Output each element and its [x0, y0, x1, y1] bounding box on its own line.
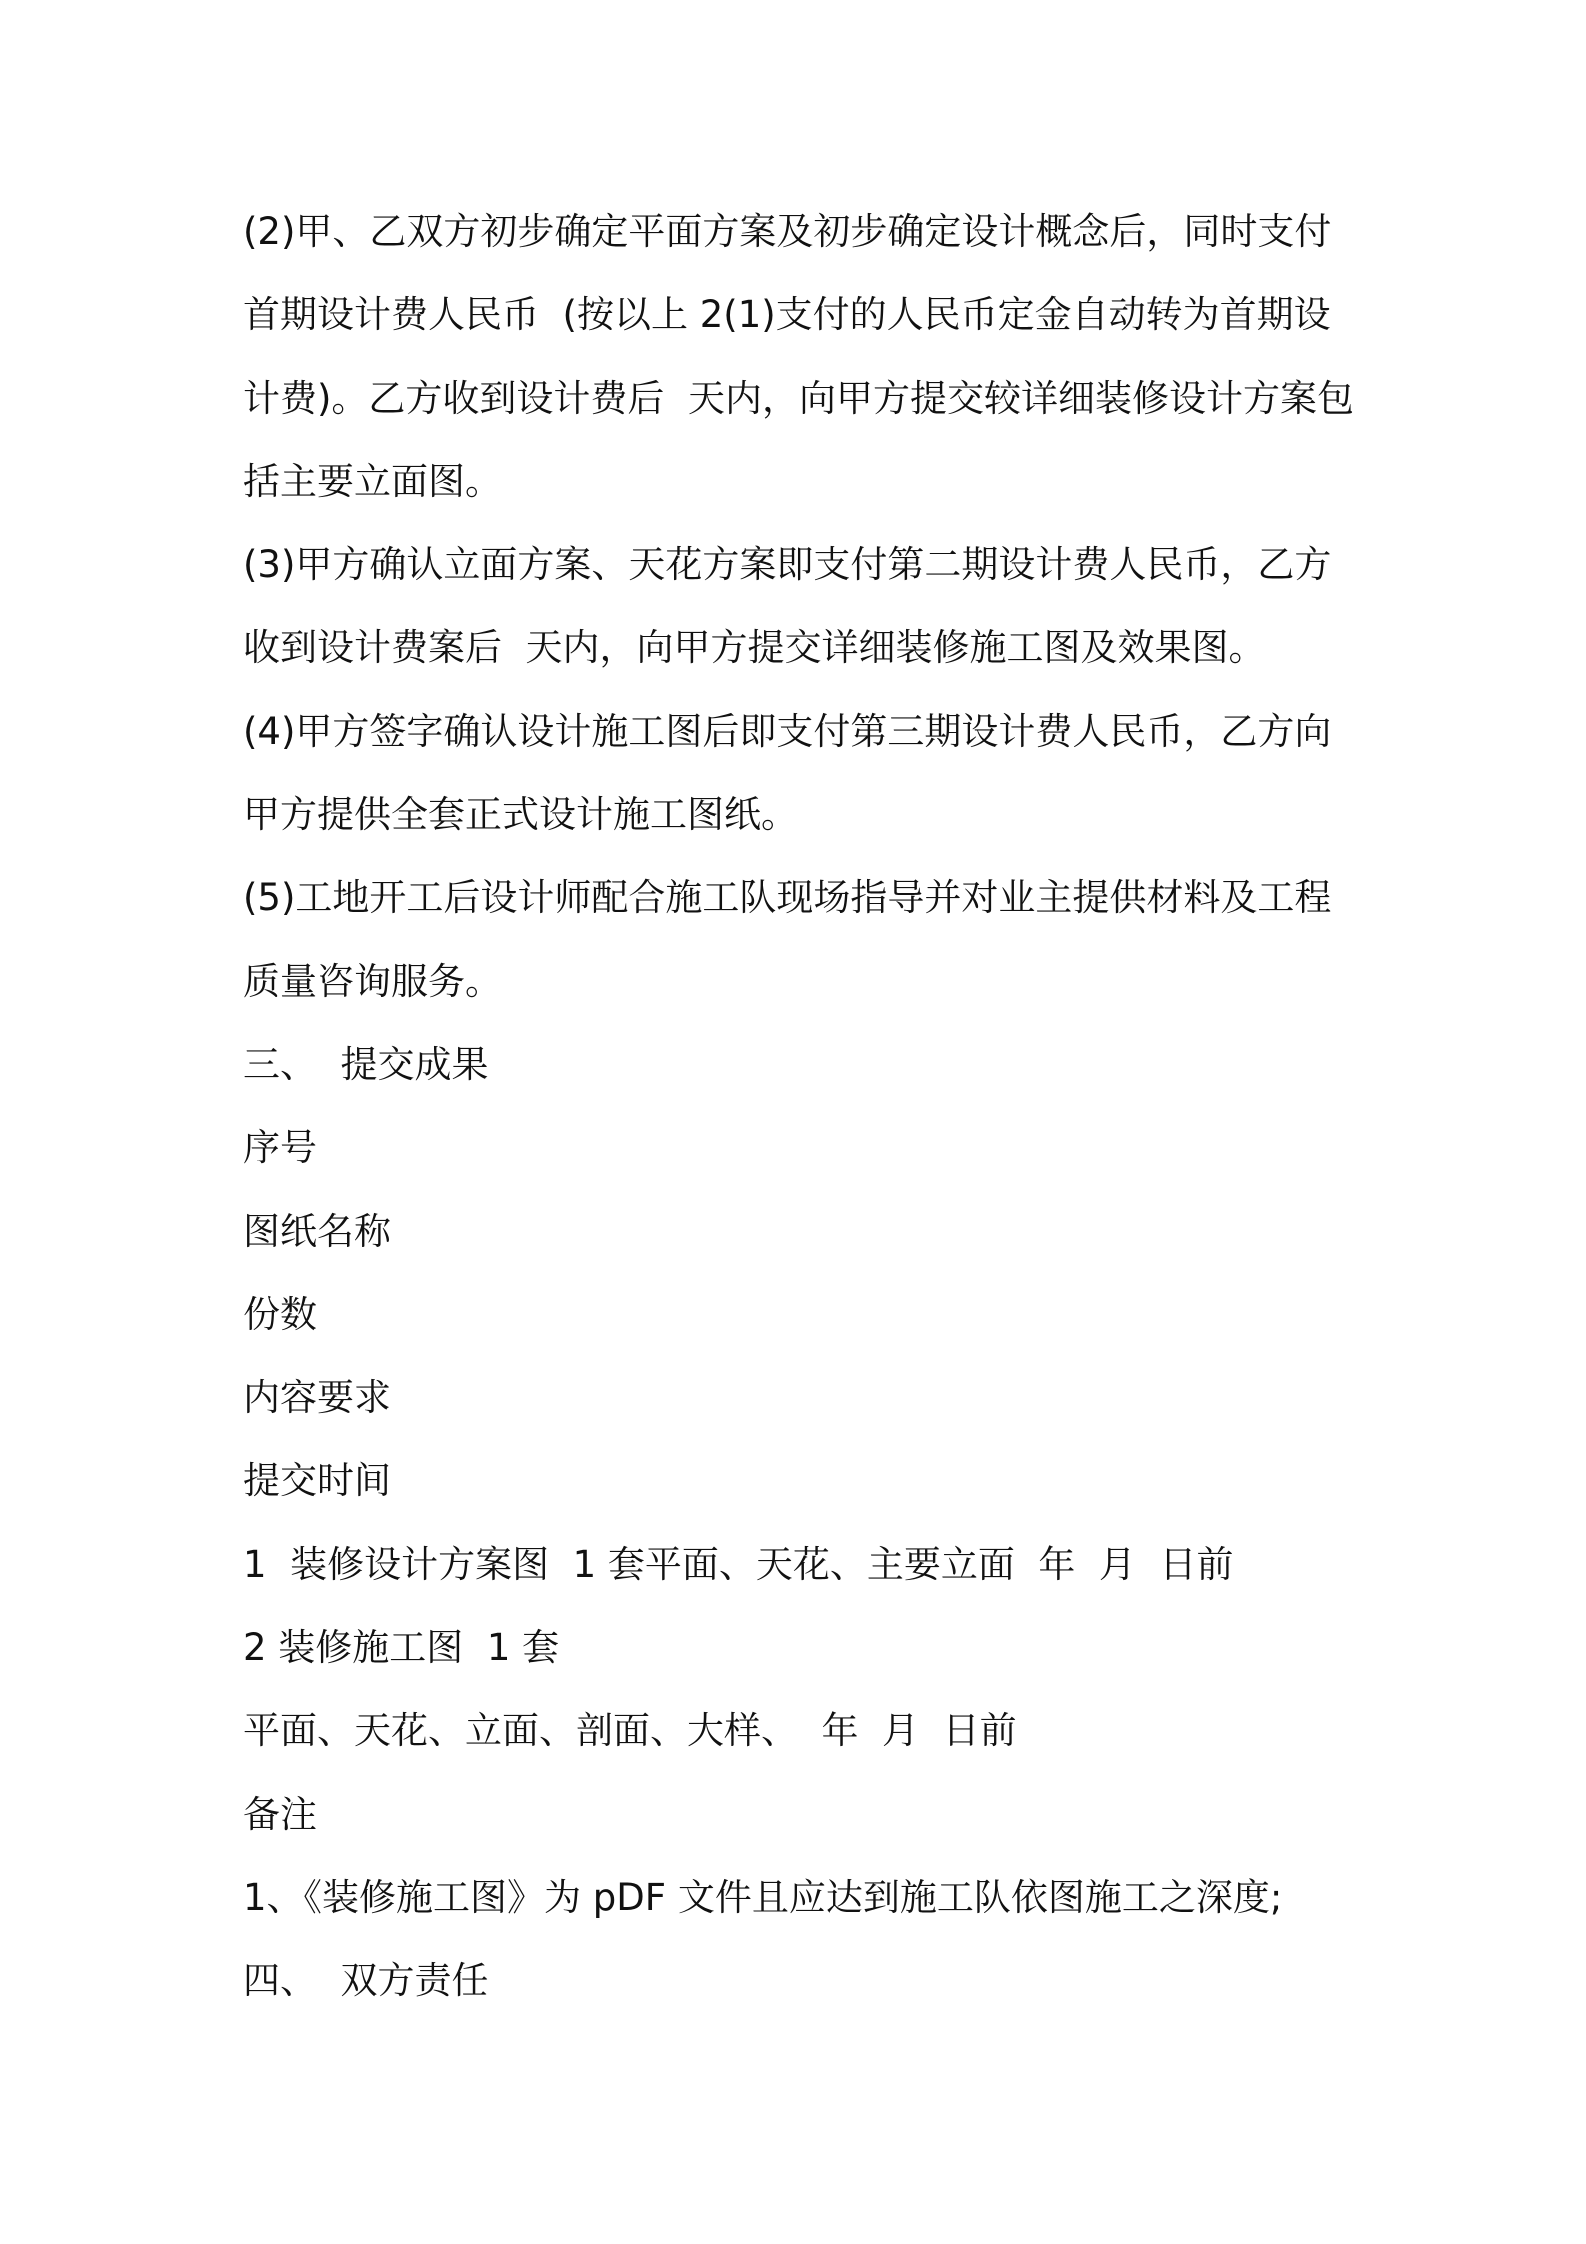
remarks-heading: 备注: [243, 1792, 317, 1836]
paragraph-3-line-2: 收到设计费案后 天内，向甲方提交详细装修施工图及效果图。: [243, 626, 1266, 670]
paragraph-2-line-3: 计费)。乙方收到设计费后 天内，向甲方提交较详细装修设计方案包: [243, 376, 1354, 420]
paragraph-5-line-1: (5)工地开工后设计师配合施工队现场指导并对业主提供材料及工程: [243, 876, 1332, 920]
section-4-heading: 四、 双方责任: [243, 1959, 489, 2003]
paragraph-3-line-1: (3)甲方确认立面方案、天花方案即支付第二期设计费人民币，乙方: [243, 543, 1332, 587]
paragraph-2-line-4: 括主要立面图。: [243, 459, 502, 503]
paragraph-4-line-2: 甲方提供全套正式设计施工图纸。: [243, 793, 798, 837]
paragraph-4-line-1: (4)甲方签字确认设计施工图后即支付第三期设计费人民币，乙方向: [243, 709, 1332, 753]
table-header-drawing-name: 图纸名称: [243, 1209, 391, 1253]
table-row-1: 1 装修设计方案图 1 套平面、天花、主要立面 年 月 日前: [243, 1542, 1234, 1586]
table-header-submit-time: 提交时间: [243, 1459, 391, 1503]
table-header-serial: 序号: [243, 1126, 317, 1170]
paragraph-5-line-2: 质量咨询服务。: [243, 959, 502, 1003]
paragraph-2-line-1: (2)甲、乙双方初步确定平面方案及初步确定设计概念后，同时支付: [243, 210, 1332, 253]
paragraph-2-line-2: 首期设计费人民币 (按以上 2(1)支付的人民币定金自动转为首期设: [243, 293, 1331, 337]
table-row-2: 2 装修施工图 1 套: [243, 1626, 560, 1670]
document-body: [243, 190, 1363, 2023]
section-3-heading: 三、 提交成果: [243, 1042, 489, 1086]
table-header-copies: 份数: [243, 1292, 317, 1336]
table-row-2-content: 平面、天花、立面、剖面、大样、 年 月 日前: [243, 1709, 1017, 1753]
remarks-item-1: 1、《装修施工图》为 pDF 文件且应达到施工队依图施工之深度;: [243, 1875, 1283, 1919]
table-header-content: 内容要求: [243, 1376, 391, 1420]
